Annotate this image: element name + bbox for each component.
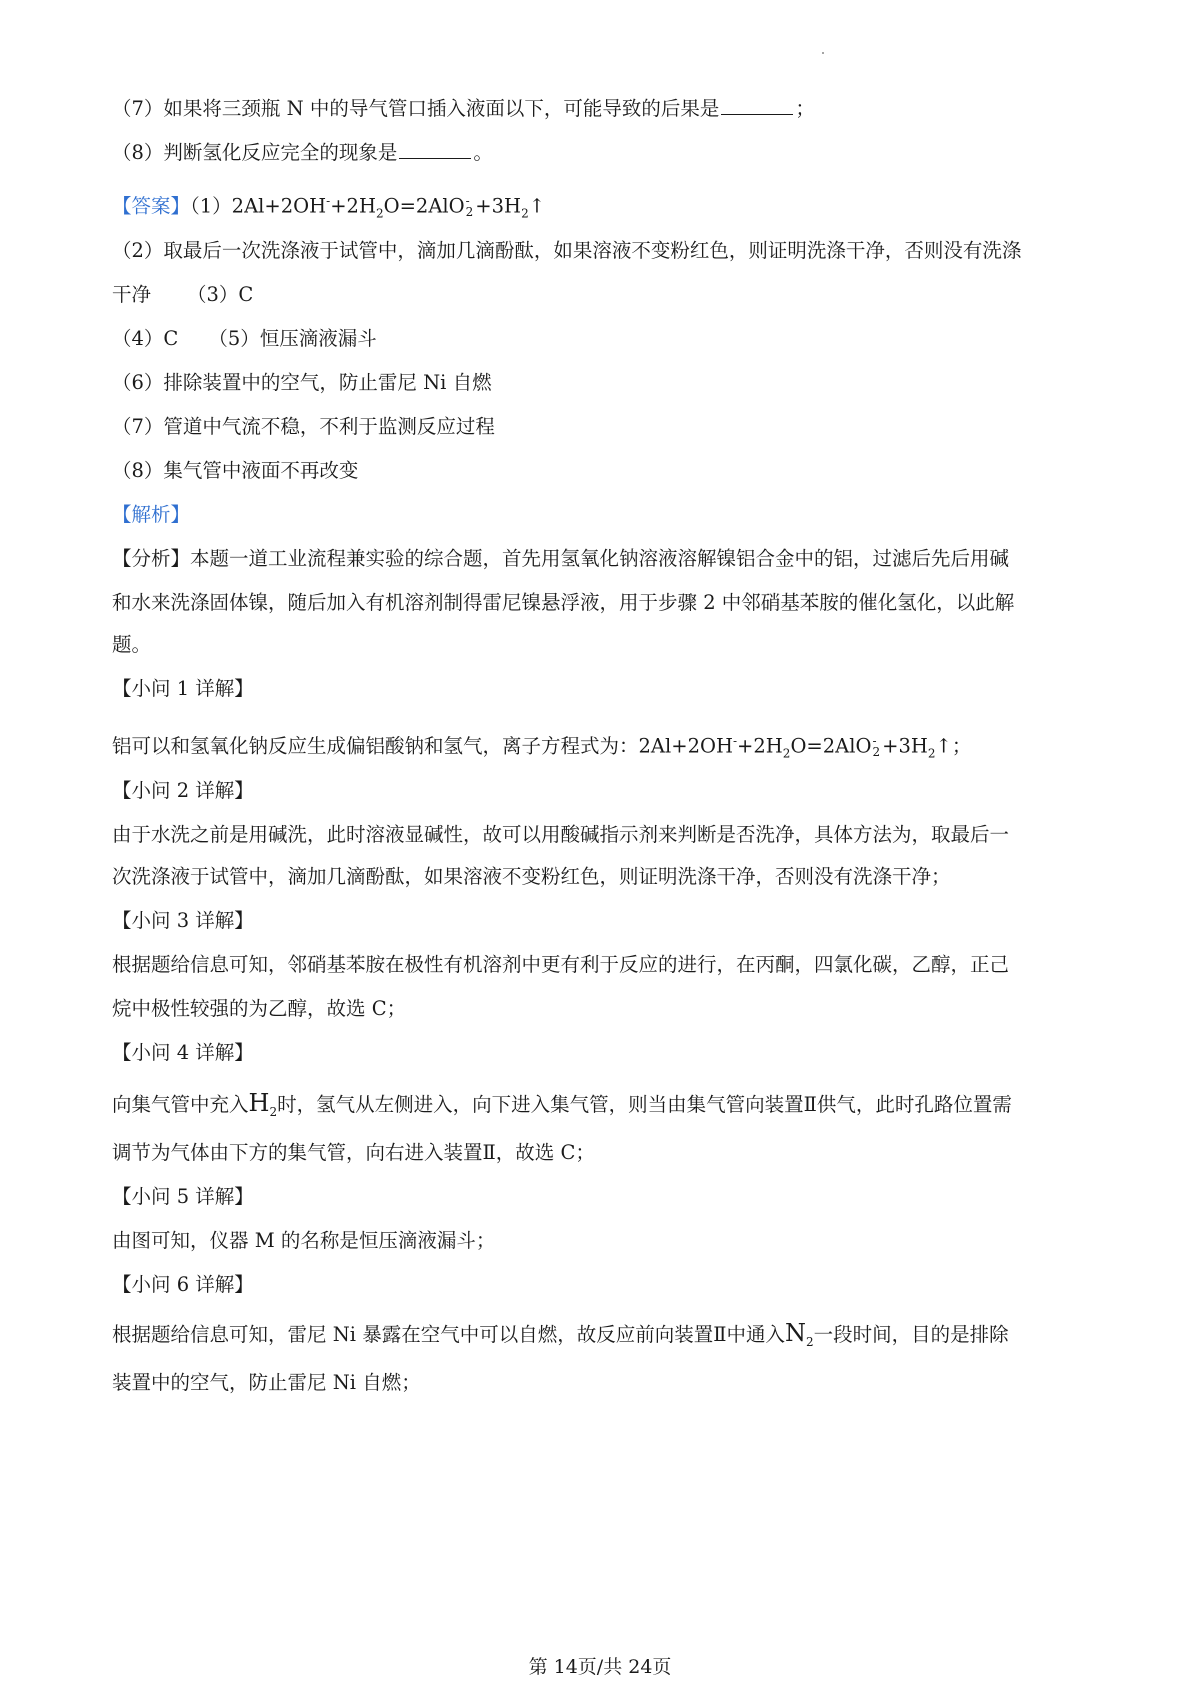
sub-question-2-line-2: 次洗涤液于试管中，滴加几滴酚酞，如果溶液不变粉红色，则证明洗涤干净，否则没有洗涤干净；: [112, 865, 951, 888]
page-footer: 第 14页/共 24页: [528, 1656, 672, 1678]
sub-question-3-heading: 【小问 3 详解】: [112, 909, 254, 932]
fenxi-line-3: 题。: [112, 633, 152, 656]
sub-question-6-line-1: 根据题给信息可知，雷尼 Ni 暴露在空气中可以自燃，故反应前向装置Ⅱ中通入$N_2$一段时间，目的是排除: [112, 1319, 1009, 1349]
sub-question-4-line-1: 向集气管中充入$H_2$时，氢气从左侧进入，向下进入集气管，则当由集气管向装置Ⅱ供气，此时孔路位置需: [112, 1089, 1012, 1119]
answer-2-line-1: （2）取最后一次洗涤液于试管中，滴加几滴酚酞，如果溶液不变粉红色，则证明洗涤干净，否则没有洗涤: [112, 239, 1022, 262]
answer-blank: [399, 140, 471, 159]
answer-2-line-2: 干净 （3）C: [112, 283, 254, 306]
answer-6: （6）排除装置中的空气，防止雷尼 Ni 自燃: [112, 371, 492, 394]
sub-question-5-text: 由图可知，仪器 M 的名称是恒压滴液漏斗；: [112, 1229, 496, 1252]
answer-1: 【答案】$(1)2Al+2OH^-+2H_2O=2AlO$ - 2 $+3H_2↑$: [112, 194, 546, 221]
answer-7: （7）管道中气流不稳，不利于监测反应过程: [112, 415, 495, 438]
sub-question-3-line-2: 烷中极性较强的为乙醇，故选 C；: [112, 997, 407, 1020]
answer-label: 【答案】: [112, 194, 191, 218]
sub-question-6-heading: 【小问 6 详解】: [112, 1273, 254, 1296]
sub-question-1-text: 铝可以和氢氧化钠反应生成偏铝酸钠和氢气，离子方程式为：$2Al+2OH^-+2H_2O=2AlO$ - 2 $+3H_2↑$；: [112, 734, 972, 761]
sub-question-4-heading: 【小问 4 详解】: [112, 1041, 254, 1064]
sub-question-1-heading: 【小问 1 详解】: [112, 677, 254, 700]
question-7: （7）如果将三颈瓶 N 中的导气管口插入液面以下，可能导致的后果是 ；: [112, 97, 815, 120]
sub-question-2-line-1: 由于水洗之前是用碱洗，此时溶液显碱性，故可以用酸碱指示剂来判断是否洗净，具体方法为，取最后一: [112, 823, 1010, 846]
analysis-label: 【解析】: [112, 503, 191, 526]
answer-8: （8）集气管中液面不再改变: [112, 459, 359, 482]
answer-blank: [721, 96, 793, 115]
answer-4-5: （4）C （5）恒压滴液漏斗: [112, 327, 377, 350]
fenxi-line-2: 和水来洗涤固体镍，随后加入有机溶剂制得雷尼镍悬浮液，用于步骤 2 中邻硝基苯胺的催化氢化，以此解: [112, 591, 1015, 614]
sub-question-2-heading: 【小问 2 详解】: [112, 779, 254, 802]
sub-question-5-heading: 【小问 5 详解】: [112, 1185, 254, 1208]
sub-question-3-line-1: 根据题给信息可知，邻硝基苯胺在极性有机溶剂中更有利于反应的进行，在丙酮，四氯化碳，乙醇，正己: [112, 953, 1010, 976]
sub-question-6-line-2: 装置中的空气，防止雷尼 Ni 自燃；: [112, 1371, 421, 1394]
scan-dot: [822, 52, 824, 54]
sub-question-4-line-2: 调节为气体由下方的集气管，向右进入装置Ⅱ，故选 C；: [112, 1141, 595, 1164]
fenxi-line-1: 【分析】本题一道工业流程兼实验的综合题，首先用氢氧化钠溶液溶解镍铝合金中的铝，过滤后先后用碱: [112, 547, 1010, 570]
question-8: （8）判断氢化反应完全的现象是 。: [112, 141, 493, 164]
